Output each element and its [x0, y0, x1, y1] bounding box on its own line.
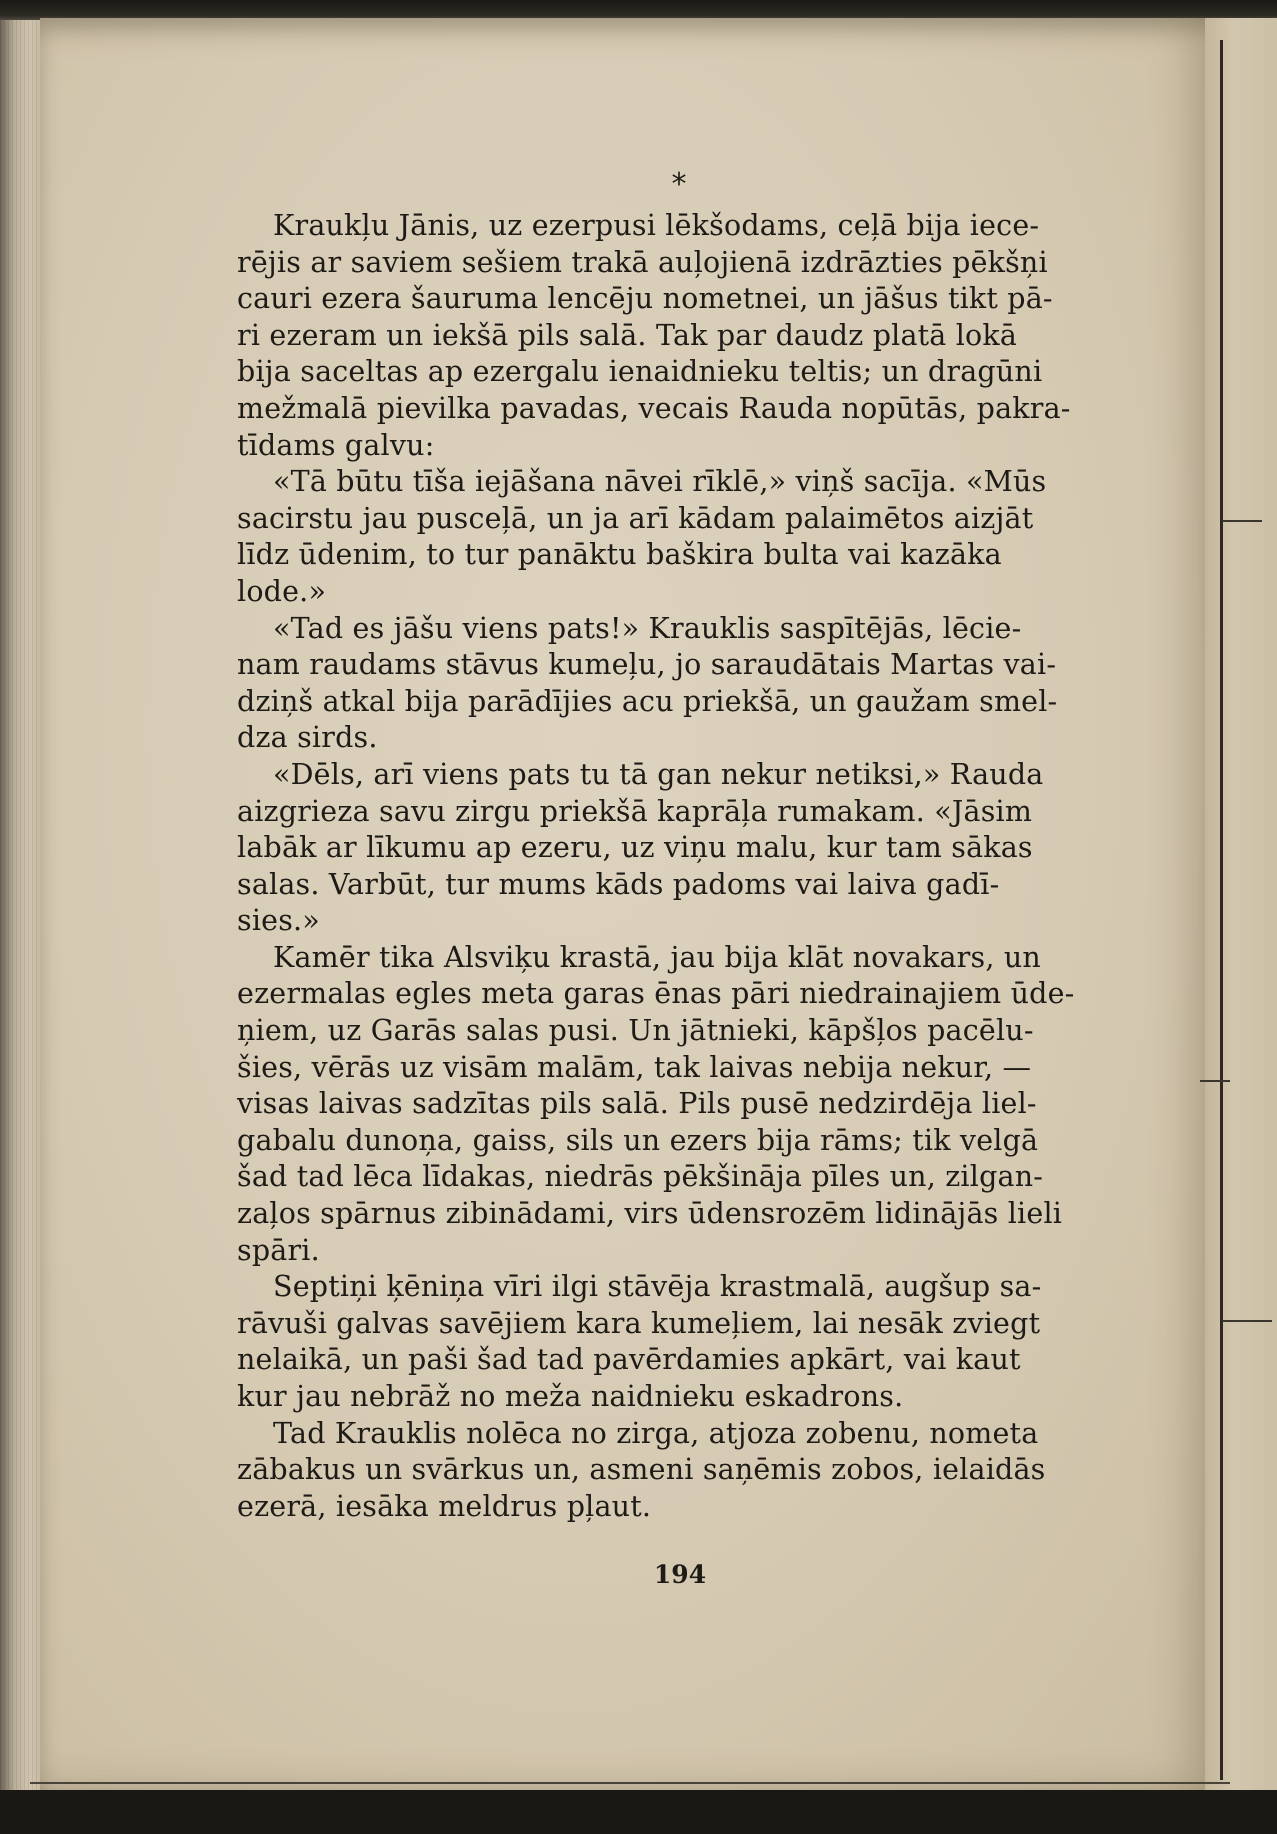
body-text: [237, 208, 1125, 1525]
section-ornament-asterisk: *: [671, 167, 687, 202]
page-number: 194: [653, 1560, 707, 1589]
right-border-rule: [1220, 40, 1223, 1780]
paragraph: Septiņi ķēniņa vīri ilgi stāvēja krastmalā, augšup sa- rāvuši galvas savējiem kara kumeļiem, lai nesāk zviegt nelaikā, un paši šad tad pavērdamies apkārt, vai kaut kur jau nebrāž no meža naidnieku eskadrons.: [237, 1270, 1042, 1413]
paragraph: Kraukļu Jānis, uz ezerpusi lēkšodams, ceļā bija iece- rējis ar saviem sešiem trakā auļojienā izdrāzties pēkšņi cauri ezera šauruma lencēju nometnei, un jāšus tikt pā- ri ezeram un iekšā pils salā. Tak par daudz platā lokā bija saceltas ap ezergalu ienaidnieku teltis; un dragūni mežmalā pievilka pavadas, vecais Rauda nopūtās, pakra- tīdams galvu:: [237, 209, 1071, 462]
paragraph: «Tad es jāšu viens pats!» Krauklis saspītējās, lēcie- nam raudams stāvus kumeļu, jo saraudātais Martas vai- dziņš atkal bija parādījies acu priekšā, un gaužam smel- dza sirds.: [237, 611, 1058, 755]
right-page-margin: [1205, 18, 1277, 1790]
paragraph: «Tā būtu tīša iejāšana nāvei rīklē,» viņš sacīja. «Mūs sacirstu jau pusceļā, un ja arī kādam palaimētos aizjāt līdz ūdenim, to tur panāktu baškira bulta vai kazāka lode.»: [237, 465, 1047, 608]
margin-mark: [1222, 520, 1262, 522]
paragraph: Kamēr tika Alsviķu krastā, jau bija klāt novakars, un ezermalas egles meta garas ēnas pāri niedrainajiem ūde- ņiem, uz Garās salas pusi. Un jātnieki, kāpšļos pacēlu- šies, vērās uz visām malām, tak laivas nebija nekur, — visas laivas sadzītas pils salā. Pils pusē nedzirdēja liel- gabalu dunoņa, gaiss, sils un ezers bija rāms; tik velgā šad tad lēca līdakas, niedrās pēkšināja pīles un, zilgan- zaļos spārnus zibinādami, virs ūdensrozēm lidinājās lieli spāri.: [237, 940, 1075, 1267]
margin-mark: [1222, 1320, 1272, 1322]
paragraph: Tad Krauklis nolēca no zirga, atjoza zobenu, nometa zābakus un svārkus un, asmeni saņēmis zobos, ielaidās ezerā, iesāka meldrus pļaut.: [237, 1416, 1046, 1523]
margin-mark: [1200, 1080, 1230, 1082]
bottom-dark-band: [0, 1790, 1277, 1834]
bottom-edge-line: [30, 1782, 1230, 1784]
paragraph: «Dēls, arī viens pats tu tā gan nekur netiksi,» Rauda aizgrieza savu zirgu priekšā kaprāļa rumakam. «Jāsim labāk ar līkumu ap ezeru, uz viņu malu, kur tam sākas salas. Varbūt, tur mums kāds padoms vai laiva gadī- sies.»: [237, 757, 1044, 938]
